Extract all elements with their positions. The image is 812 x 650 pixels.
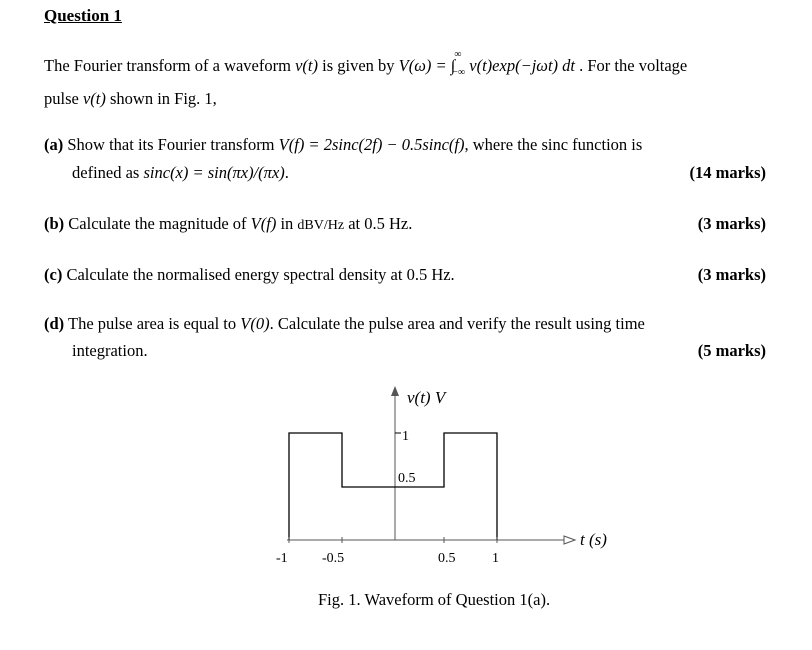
intro-line2-b: shown in Fig. 1, — [110, 89, 217, 108]
waveform-trace — [289, 433, 497, 540]
intro-line2-vt: v(t) — [82, 89, 106, 108]
intro-text-1: The Fourier transform of a waveform — [44, 56, 291, 75]
y-axis-label: v(t) V — [407, 388, 446, 407]
part-b-text-2: in — [280, 214, 294, 233]
intro-integrand: v(t)exp(−jωt) dt — [469, 56, 575, 75]
x-tick-label-neg1: -1 — [276, 551, 288, 566]
part-b-text-1: Calculate the magnitude of — [68, 214, 247, 233]
part-d-label: (d) — [44, 314, 65, 333]
part-a-formula: V(f) = 2sinc(2f) − 0.5sinc(f) — [278, 135, 465, 154]
part-d-formula: V(0) — [240, 314, 270, 333]
figure-caption: Fig. 1. Waveform of Question 1(a). — [318, 590, 551, 609]
x-axis-label: t (s) — [580, 530, 607, 549]
part-d-text-2: . Calculate the pulse area and verify the result using time — [269, 314, 645, 333]
part-d-marks: (5 marks) — [697, 341, 766, 360]
part-a-line2-end: . — [284, 163, 289, 182]
part-b-label: (b) — [44, 214, 65, 233]
x-tick-label-neg05: -0.5 — [322, 551, 345, 566]
intro-text-3: . For the voltage — [579, 56, 688, 75]
part-d-text-1: The pulse area is equal to — [68, 314, 237, 333]
intro-formula: V(ω) = ∫ — [398, 56, 456, 75]
part-b-marks: (3 marks) — [697, 214, 766, 233]
part-c-label: (c) — [44, 265, 63, 284]
integral-upper-limit: ∞ — [454, 49, 462, 60]
part-b-unit: dBV/Hz — [297, 218, 345, 233]
part-a-label: (a) — [44, 135, 64, 154]
question-title: Question 1 — [44, 6, 122, 25]
part-c-text: Calculate the normalised energy spectral density at 0.5 Hz. — [66, 265, 455, 284]
y-tick-label-05: 0.5 — [398, 471, 416, 486]
part-a-marks: (14 marks) — [689, 163, 766, 182]
part-a-text-2: , where the sinc function is — [464, 135, 643, 154]
part-c-marks: (3 marks) — [697, 265, 766, 284]
part-b-formula: V(f) — [250, 214, 277, 233]
y-axis-arrow — [391, 386, 399, 396]
part-b-text-3: at 0.5 Hz. — [348, 214, 413, 233]
integral-lower-limit: −∞ — [452, 67, 466, 78]
x-tick-label-05: 0.5 — [438, 551, 456, 566]
intro-text-2: is given by — [322, 56, 395, 75]
part-d-line-2: integration. — [72, 341, 148, 360]
intro-vt: v(t) — [295, 56, 318, 75]
intro-line2-a: pulse — [44, 89, 79, 108]
part-a-line2-text: defined as — [72, 163, 140, 182]
part-a-sinc-definition: sinc(x) = sin(πx)/(πx) — [143, 163, 285, 182]
y-tick-label-1: 1 — [402, 429, 409, 444]
x-axis-arrow — [564, 536, 575, 544]
part-a-text-1: Show that its Fourier transform — [67, 135, 275, 154]
x-tick-label-1: 1 — [492, 551, 499, 566]
